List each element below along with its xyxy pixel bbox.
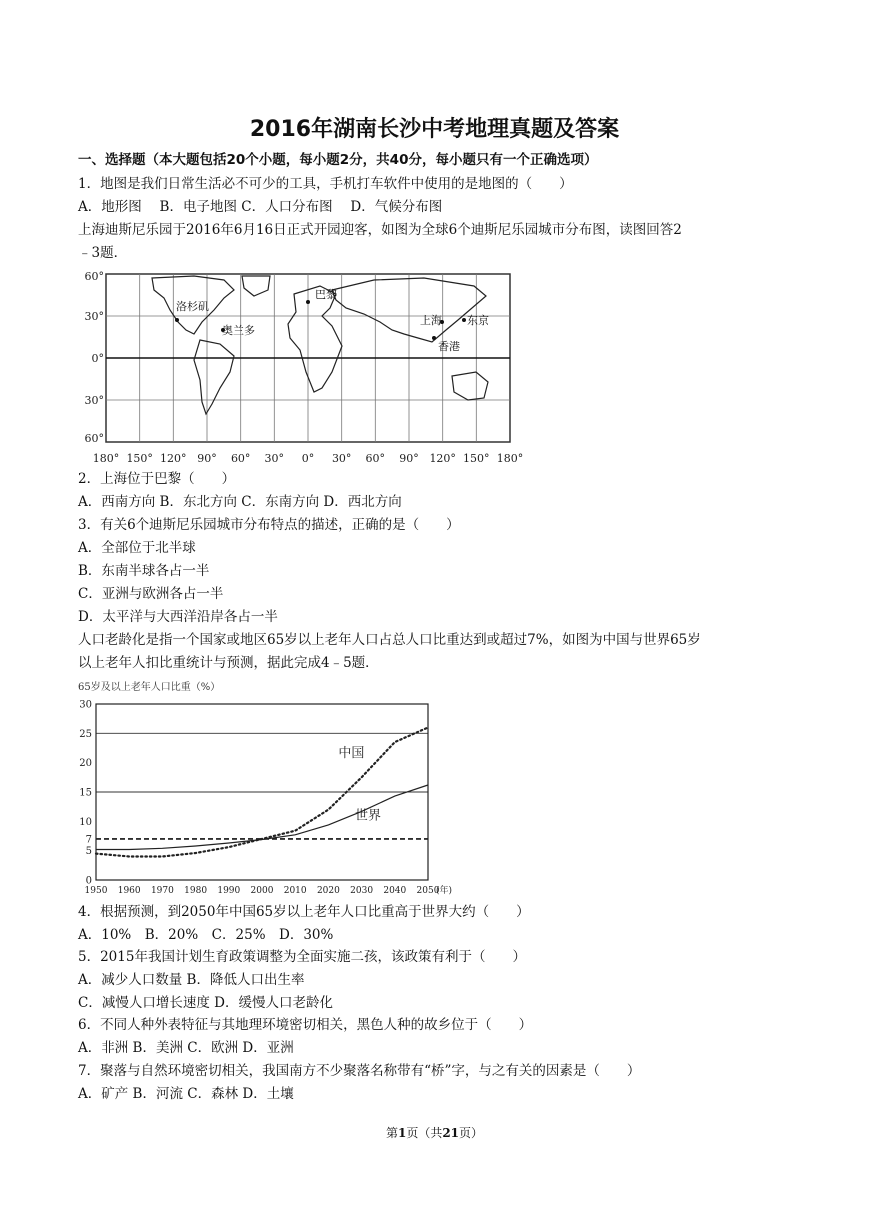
city-label-shanghai: 上海 xyxy=(420,314,442,327)
city-label-tokyo: 东京 xyxy=(467,314,489,327)
x-tick-label: 1960 xyxy=(117,886,141,896)
x-tick-label: 1990 xyxy=(217,886,241,896)
page-title: 2016年湖南长沙中考地理真题及答案 xyxy=(249,117,620,142)
x-tick-label: 2020 xyxy=(316,886,340,896)
question-1-options: A．地形图 B．电子地图 C．人口分布图 D．气候分布图 xyxy=(78,199,443,215)
page-footer xyxy=(0,1124,869,1141)
section-heading: 一、选择题（本大题包括20个小题，每小题2分，共40分，每小题只有一个正确选项） xyxy=(78,152,598,168)
question-6: 6．不同人种外表特征与其地理环境密切相关，黑色人种的故乡位于（ ） xyxy=(78,1017,533,1033)
x-tick-label: 2030 xyxy=(350,886,374,896)
y-tick-label: 10 xyxy=(79,816,92,828)
question-4-options: A．10% B．20% C．25% D．30% xyxy=(78,927,334,943)
footer-post: 页） xyxy=(459,1126,484,1140)
question-5-options-ab: A．减少人口数量 B．降低人口出生率 xyxy=(78,972,305,988)
lon-label: 180° xyxy=(496,452,524,465)
lat-label-30n: 30° xyxy=(84,310,104,323)
y-tick-label: 25 xyxy=(79,728,92,740)
series-label-china: 中国 xyxy=(338,745,365,761)
y-tick-label: 7 xyxy=(85,834,92,846)
lat-label-30s: 30° xyxy=(84,394,104,407)
footer-pre: 第 xyxy=(385,1126,398,1140)
x-tick-label: 1970 xyxy=(150,886,174,896)
lon-label: 120° xyxy=(160,452,187,465)
footer-page-number: 1 xyxy=(397,1126,407,1140)
disney-world-map xyxy=(74,264,536,468)
question-3: 3．有关6个迪斯尼乐园城市分布特点的描述，正确的是（ ） xyxy=(78,517,460,533)
x-tick-label: 2000 xyxy=(250,886,274,896)
question-1: 1．地图是我们日常生活必不可少的工具，手机打车软件中使用的是地图的（ ） xyxy=(78,176,573,192)
question-2-options: A．西南方向 B．东北方向 C．东南方向 D．西北方向 xyxy=(78,494,402,510)
x-tick-label: 2050 xyxy=(416,886,440,896)
question-7-options: A．矿产 B．河流 C．森林 D．土壤 xyxy=(78,1086,294,1102)
intro-aging-line1: 人口老龄化是指一个国家或地区65岁以上老年人口占总人口比重达到或超过7%，如图为中国与世界65岁 xyxy=(78,632,701,648)
aging-population-chart xyxy=(74,676,474,900)
lat-label-60n: 60° xyxy=(84,270,104,283)
x-tick-label: 1980 xyxy=(184,886,208,896)
question-7: 7．聚落与自然环境密切相关，我国南方不少聚落名称带有“桥”字，与之有关的因素是（ ） xyxy=(78,1063,641,1079)
question-2: 2．上海位于巴黎（ ） xyxy=(78,471,236,487)
city-label-hongkong: 香港 xyxy=(438,340,460,353)
intro-disney-line2: ﹣3题． xyxy=(78,245,128,261)
city-label-los-angeles: 洛杉矶 xyxy=(176,300,209,313)
lon-label: 180° xyxy=(92,452,120,465)
lon-label: 60° xyxy=(230,452,251,465)
lon-label: 90° xyxy=(399,452,419,465)
lat-label-60s: 60° xyxy=(84,432,104,445)
lon-label: 90° xyxy=(197,452,217,465)
footer-mid: 页（共 xyxy=(406,1126,443,1140)
y-tick-label: 0 xyxy=(85,875,92,887)
intro-aging-line2: 以上老年人扣比重统计与预测，据此完成4﹣5题． xyxy=(78,655,379,671)
y-tick-label: 15 xyxy=(79,787,92,799)
city-label-paris: 巴黎 xyxy=(315,288,337,301)
chart-title: 65岁及以上老年人口比重（%） xyxy=(78,682,221,693)
y-tick-label: 30 xyxy=(79,699,92,711)
question-5-options-cd: C．减慢人口增长速度 D．缓慢人口老龄化 xyxy=(78,995,333,1011)
x-tick-label: 2010 xyxy=(283,886,307,896)
x-unit-label: (年) xyxy=(436,886,453,896)
lon-label: 150° xyxy=(126,452,153,465)
y-tick-label: 5 xyxy=(85,846,92,858)
question-3-option-b: B．东南半球各占一半 xyxy=(78,563,210,579)
question-3-option-a: A．全部位于北半球 xyxy=(78,540,196,556)
lon-label: 30° xyxy=(331,452,352,465)
lon-label: 120° xyxy=(429,452,456,465)
question-6-options: A．非洲 B．美洲 C．欧洲 D．亚洲 xyxy=(78,1040,294,1056)
x-tick-label: 1950 xyxy=(84,886,108,896)
footer-total-pages: 21 xyxy=(442,1126,460,1140)
question-3-option-c: C．亚洲与欧洲各占一半 xyxy=(78,586,224,602)
lon-label: 150° xyxy=(463,452,490,465)
y-tick-label: 20 xyxy=(79,758,92,770)
lon-label: 30° xyxy=(264,452,285,465)
series-label-world: 世界 xyxy=(354,808,381,824)
lon-label: 0° xyxy=(301,452,315,465)
lat-label-0: 0° xyxy=(91,352,104,365)
question-5: 5．2015年我国计划生育政策调整为全面实施二孩，该政策有利于（ ） xyxy=(78,949,526,965)
x-tick-label: 2040 xyxy=(383,886,407,896)
intro-disney-line1: 上海迪斯尼乐园于2016年6月16日正式开园迎客，如图为全球6个迪斯尼乐园城市分布图，读图回答2 xyxy=(78,222,682,238)
lon-label: 60° xyxy=(365,452,386,465)
city-label-orlando: 奥兰多 xyxy=(222,324,255,337)
question-3-option-d: D．太平洋与大西洋沿岸各占一半 xyxy=(78,609,278,625)
question-4: 4．根据预测，到2050年中国65岁以上老年人口比重高于世界大约（ ） xyxy=(78,904,530,920)
